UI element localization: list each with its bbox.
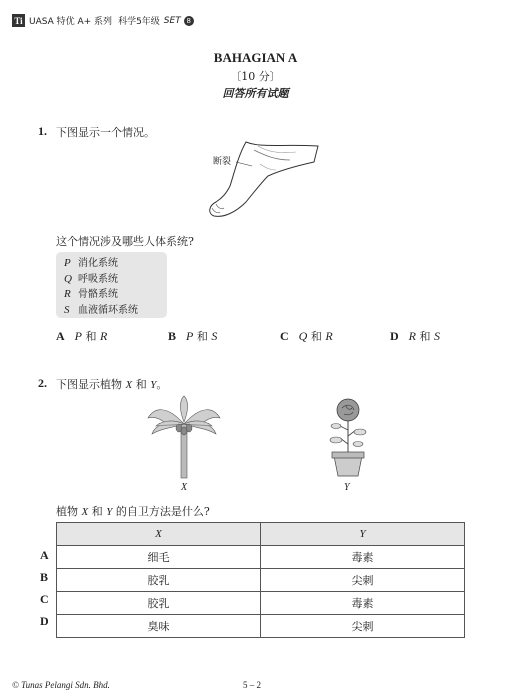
q1-answer-d[interactable]: D R 和 S <box>390 329 441 343</box>
option-p: P 消化系统 <box>64 257 118 269</box>
set-label: SET <box>163 15 181 26</box>
q1-number: 1. <box>38 124 47 138</box>
q1-leg-illustration <box>206 140 326 222</box>
q2-question: 植物 X 和 Y 的自卫方法是什么? <box>56 505 210 518</box>
q2-number: 2. <box>38 376 47 390</box>
section-instruction: 回答所有试题 <box>222 87 289 100</box>
plant-y-label: Y <box>344 482 350 493</box>
option-r: R 骨骼系统 <box>64 288 118 300</box>
table-row[interactable] <box>57 569 465 592</box>
q1-question: 这个情况涉及哪些人体系统? <box>56 235 194 248</box>
table-cell: 毒素 <box>261 592 465 615</box>
plant-y-illustration <box>318 396 378 478</box>
q1-answer-b[interactable]: B P 和 S <box>168 329 218 343</box>
table-cell: 毒素 <box>261 546 465 569</box>
series-name: UASA 特优 A+ 系列 <box>29 17 113 27</box>
section-title: BAHAGIAN A <box>213 50 298 65</box>
table-cell: 胶乳 <box>57 569 261 592</box>
page-number: 5 – 2 <box>243 680 261 690</box>
table-header-row <box>57 523 465 546</box>
row-label-d[interactable]: D <box>40 614 49 628</box>
q2-text: 下图显示植物 X 和 Y。 <box>56 378 168 391</box>
q2-answer-table <box>56 522 465 638</box>
table-row[interactable] <box>57 546 465 569</box>
table-cell: 尖刺 <box>261 615 465 638</box>
table-cell: 臭味 <box>57 615 261 638</box>
rose-pot-icon <box>318 396 378 478</box>
q1-answer-c[interactable]: C Q 和 R <box>280 329 333 343</box>
set-number-badge: 8 <box>184 16 194 26</box>
table-cell: 胶乳 <box>57 592 261 615</box>
q1-options-box <box>56 252 167 318</box>
option-q: Q 呼吸系统 <box>64 272 118 285</box>
q1-answer-a[interactable]: A P 和 R <box>56 329 108 343</box>
plant-x-illustration <box>146 394 222 480</box>
row-label-a[interactable]: A <box>40 548 49 562</box>
papaya-tree-icon <box>146 394 222 480</box>
publisher-logo: Ti <box>12 14 25 27</box>
fracture-label: 断裂 <box>213 157 232 167</box>
option-s: S 血液循环系统 <box>64 303 138 316</box>
table-row[interactable] <box>57 592 465 615</box>
footer-publisher: © Tunas Pelangi Sdn. Bhd. <box>12 680 110 690</box>
page-header <box>12 14 194 27</box>
leg-fracture-icon <box>206 140 326 222</box>
table-row[interactable] <box>57 615 465 638</box>
table-header-y: Y <box>261 523 465 546</box>
row-label-c[interactable]: C <box>40 592 49 606</box>
plant-x-label: X <box>181 482 188 493</box>
table-cell: 尖刺 <box>261 569 465 592</box>
row-label-b[interactable]: B <box>40 570 49 584</box>
q1-text: 下图显示一个情况。 <box>56 126 155 139</box>
table-header-x: X <box>57 523 261 546</box>
table-cell: 细毛 <box>57 546 261 569</box>
section-marks: 〔10 分〕 <box>230 70 281 83</box>
subject-name: 科学5年级 <box>118 17 160 27</box>
